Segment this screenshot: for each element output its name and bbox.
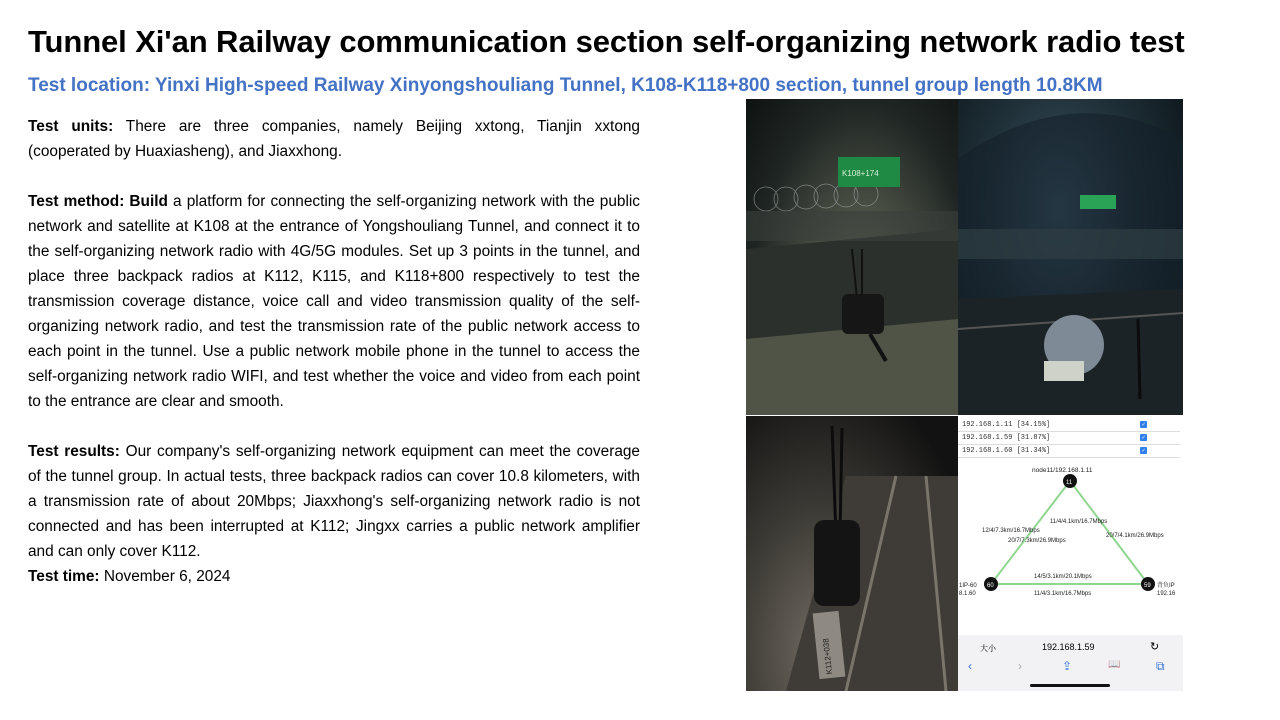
reload-icon[interactable]: ↻ <box>1150 641 1160 653</box>
photo-satellite-dish <box>958 99 1183 415</box>
node-left-id: 60 <box>987 583 994 589</box>
antenna-1 <box>832 426 836 536</box>
test-time-paragraph <box>28 564 640 589</box>
test-time-label: Test time: <box>28 568 100 585</box>
test-method-label: Test method: Build <box>28 193 168 210</box>
link-label: 11/4/3.1km/16.7Mbps <box>1034 591 1092 597</box>
antenna-2 <box>840 428 842 536</box>
photo-tunnel-entrance-backpack-radio <box>746 99 958 415</box>
forward-icon[interactable]: › <box>1018 659 1022 673</box>
ip-row <box>958 445 1180 458</box>
test-method-text: a platform for connecting the self-organizing network with the public network and satellite at K108 at the entrance of Yongshouliang Tunnel, and connect it to the self-organizing network radio with 4G/5G modules. Set up 3 points in the tunnel, and place three backpack radios at K112, K115, and K118+800 respectively to test the transmission coverage distance, voice call and video transmission quality of the self-organizing network radio, and test the transmission rate of the public network access to each point in the tunnel. Use a public network mobile phone in the tunnel to access the self-organizing network radio WIFI, and test whether the voice and video from each point to the entrance are clear and smooth. <box>28 193 640 410</box>
ip-row-text: 192.168.1.59 [31.87%] <box>962 434 1051 442</box>
back-icon[interactable]: ‹ <box>968 659 972 673</box>
node-left-label-a: 1IP-60 <box>959 583 977 589</box>
equipment-box <box>1044 361 1084 381</box>
url-text: 192.168.1.59 <box>1042 642 1095 652</box>
link-label: 20/7/7.3km/26.9Mbps <box>1008 538 1066 544</box>
home-indicator <box>1030 684 1110 687</box>
node-left-label-b: 8.1.60 <box>959 591 976 597</box>
node-right-label-b: 192.16 <box>1157 591 1176 597</box>
node-right-label-a: 背负IP <box>1157 583 1175 589</box>
fence-shape <box>746 211 958 241</box>
report-body <box>28 114 640 589</box>
link-label: 11/4/4.1km/16.7Mbps <box>1050 519 1108 525</box>
checkbox-checked-icon[interactable]: ✓ <box>1141 421 1146 428</box>
antenna <box>1138 319 1140 399</box>
link-label: 14/5/3.1km/20.1Mbps <box>1034 574 1092 580</box>
photo-backpack-radio-drawing <box>746 416 958 691</box>
share-icon[interactable]: ⇪ <box>1062 659 1073 673</box>
text-size-button[interactable]: 大小 <box>980 644 996 653</box>
network-topology-screenshot <box>958 416 1183 691</box>
node-top-label: node11/192.168.1.11 <box>1032 467 1093 474</box>
test-results-paragraph <box>28 439 640 564</box>
backpack-radio <box>814 520 860 606</box>
photo-backpack-radio-on-track <box>746 416 958 691</box>
test-units-label: Test units: <box>28 118 114 135</box>
checkbox-checked-icon[interactable]: ✓ <box>1141 434 1146 441</box>
ip-row <box>958 432 1180 445</box>
network-triangle-diagram <box>958 464 1183 634</box>
checkbox-checked-icon[interactable]: ✓ <box>1141 447 1146 454</box>
test-units-paragraph <box>28 114 640 164</box>
link-label: 12/4/7.3km/16.7Mbps <box>982 528 1040 534</box>
photo-satellite-dish-drawing <box>958 99 1183 415</box>
km-marker-text: K112+038 <box>821 637 834 675</box>
browser-toolbar <box>958 659 1183 675</box>
ip-row <box>958 419 1180 432</box>
ip-row-text: 192.168.1.11 [34.15%] <box>962 421 1051 429</box>
ip-row-text: 192.168.1.60 [31.34%] <box>962 447 1051 455</box>
green-sign-text: K108+174 <box>842 169 879 178</box>
bookmarks-icon[interactable]: 📖 <box>1108 659 1121 670</box>
test-results-label: Test results: <box>28 443 120 460</box>
tabs-icon[interactable]: ⧉ <box>1156 659 1165 673</box>
link-label: 20/7/4.1km/26.9Mbps <box>1106 533 1164 539</box>
node-right-id: 59 <box>1144 583 1151 589</box>
browser-bar <box>958 635 1183 691</box>
page-title: Tunnel Xi'an Railway communication section self-organizing network radio test <box>28 24 1185 59</box>
green-sign <box>1080 195 1116 209</box>
test-results-text: Our company's self-organizing network equipment can meet the coverage of the tunnel group. In actual tests, three backpack radios can cover 10.8 kilometers, with a transmission rate of about 20Mbps; Jiaxxhong's self-organizing network radio is not connected and has been interrupted at K112; Jingxx carries a public network amplifier and can only cover K112. <box>28 443 640 560</box>
backpack-radio <box>842 294 884 334</box>
test-time-text: November 6, 2024 <box>99 568 231 585</box>
fence-shape <box>958 229 1183 259</box>
url-bar[interactable] <box>978 639 1178 657</box>
test-method-paragraph <box>28 189 640 414</box>
photo-tunnel-entrance-drawing <box>746 99 958 415</box>
node-top-id: 11 <box>1066 480 1073 486</box>
test-units-text: There are three companies, namely Beijing xxtong, Tianjin xxtong (cooperated by Huaxiasheng), and Jiaxxhong. <box>28 118 640 160</box>
test-location-subtitle: Test location: Yinxi High-speed Railway Xinyongshouliang Tunnel, K108-K118+800 section, tunnel group length 10.8KM <box>28 75 1103 96</box>
